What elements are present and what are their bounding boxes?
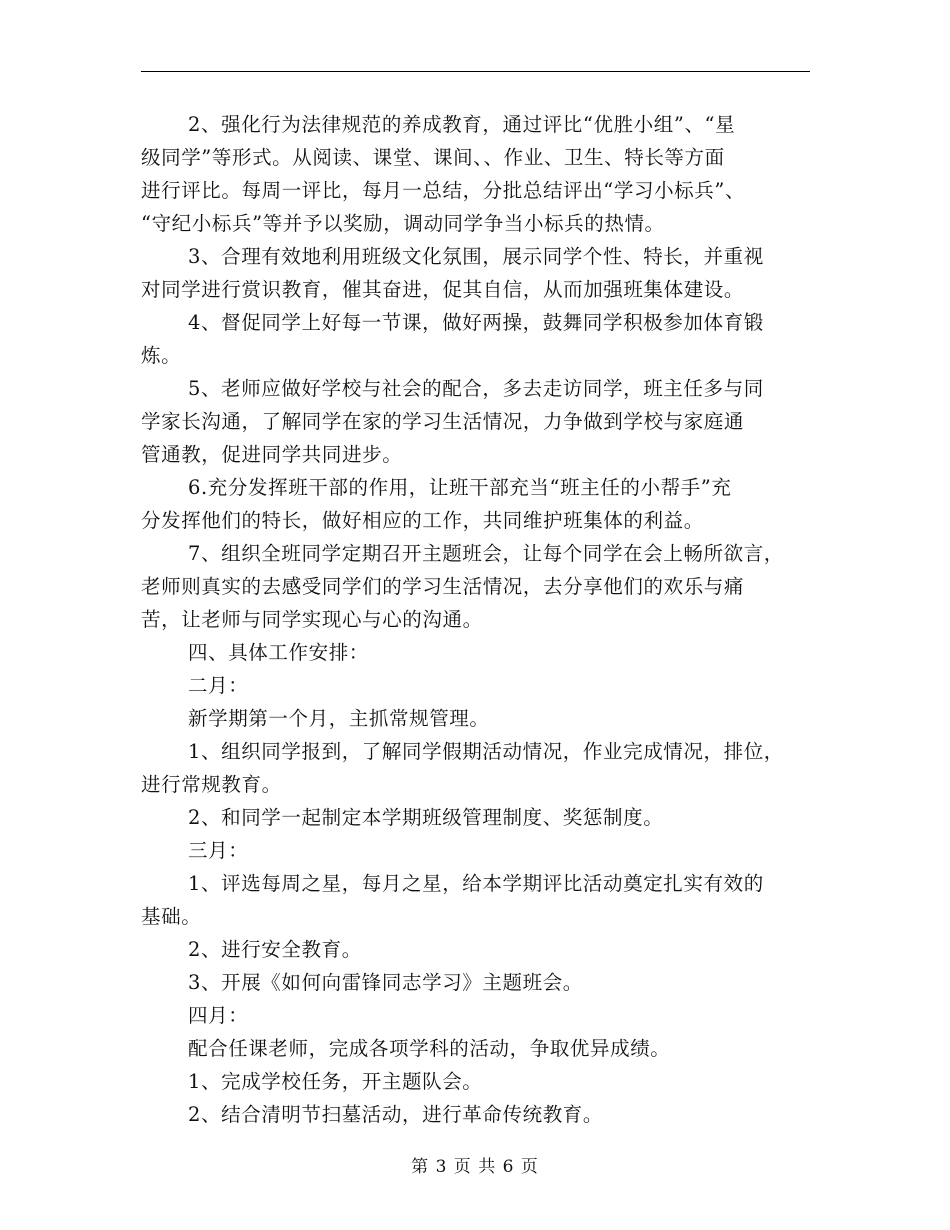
paragraph-line: 6.充分发挥班干部的作用，让班干部充当“班主任的小帮手”充 (188, 476, 732, 499)
paragraph-line: 1、组织同学报到，了解同学假期活动情况，作业完成情况，排位， (188, 740, 784, 763)
paragraph-line: 1、评选每周之星，每月之星，给本学期评比活动奠定扎实有效的 (188, 872, 764, 895)
month-heading: 二月： (188, 674, 249, 697)
paragraph-line: 管通教，促进同学共同进步。 (141, 443, 403, 466)
paragraph-line: 苦，让老师与同学实现心与心的沟通。 (141, 608, 483, 631)
paragraph-line: 老师则真实的去感受同学们的学习生活情况，去分享他们的欢乐与痛 (141, 575, 745, 598)
paragraph-line: 3、开展《如何向雷锋同志学习》主题班会。 (188, 971, 583, 994)
paragraph-line: 1、完成学校任务，开主题队会。 (188, 1070, 483, 1093)
paragraph-line: 对同学进行赏识教育，催其奋进，促其自信，从而加强班集体建设。 (141, 278, 745, 301)
paragraph-line: 4、督促同学上好每一节课，做好两操，鼓舞同学积极参加体育锻 (188, 311, 764, 334)
paragraph-line: 2、结合清明节扫墓活动，进行革命传统教育。 (188, 1103, 604, 1126)
paragraph-line: 学家长沟通，了解同学在家的学习生活情况，力争做到学校与家庭通 (141, 410, 745, 433)
paragraph-line: 2、强化行为法律规范的养成教育，通过评比“优胜小组”、“星 (188, 113, 736, 136)
month-heading: 四月： (188, 1004, 249, 1027)
paragraph-line: 7、组织全班同学定期召开主题班会，让每个同学在会上畅所欲言， (188, 542, 784, 565)
paragraph-line: 2、和同学一起制定本学期班级管理制度、奖惩制度。 (188, 806, 664, 829)
paragraph-line: 分发挥他们的特长，做好相应的工作，共同维护班集体的利益。 (141, 509, 704, 532)
paragraph-line: 进行常规教育。 (141, 773, 282, 796)
paragraph-line: 3、合理有效地利用班级文化氛围，展示同学个性、特长，并重视 (188, 245, 764, 268)
month-heading: 三月： (188, 839, 249, 862)
paragraph-line: “守纪小标兵”等并予以奖励，调动同学争当小标兵的热情。 (141, 212, 665, 235)
page-number: 第 3 页 共 6 页 (411, 1157, 539, 1177)
paragraph-line: 炼。 (141, 344, 182, 367)
header-rule (141, 71, 810, 72)
paragraph-line: 2、进行安全教育。 (188, 938, 362, 961)
paragraph-line: 配合任课老师，完成各项学科的活动，争取优异成绩。 (188, 1037, 671, 1060)
paragraph-line: 基础。 (141, 905, 202, 928)
section-heading: 四、具体工作安排： (188, 641, 369, 664)
paragraph-line: 进行评比。每周一评比，每月一总结，分批总结评出“学习小标兵”、 (141, 179, 746, 202)
paragraph-line: 级同学”等形式。从阅读、课堂、课间、、作业、卫生、特长等方面 (141, 146, 725, 169)
paragraph-line: 5、老师应做好学校与社会的配合，多去走访同学，班主任多与同 (188, 377, 764, 400)
paragraph-line: 新学期第一个月，主抓常规管理。 (188, 707, 490, 730)
